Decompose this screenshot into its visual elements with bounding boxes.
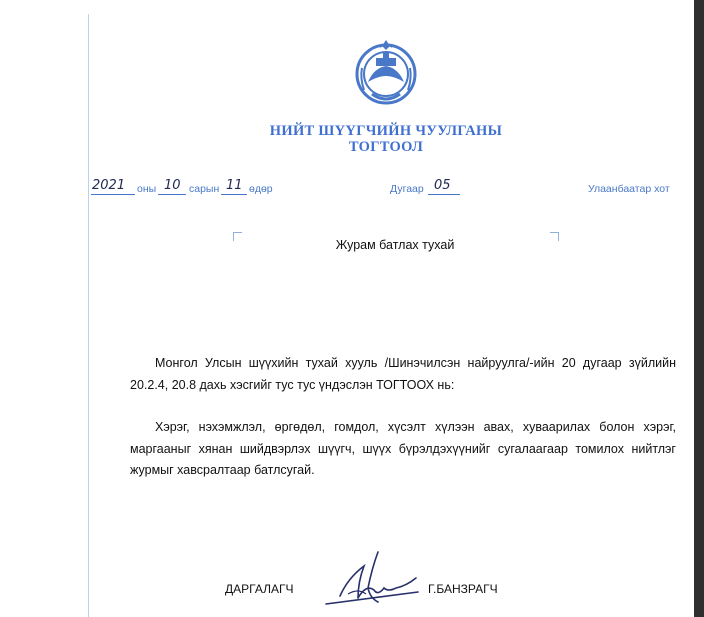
number-label: Дугаар — [390, 183, 424, 195]
date-day-label: өдөр — [249, 183, 273, 195]
date-year: 2021 — [92, 178, 126, 193]
document-subject: Журам батлах тухай — [335, 238, 455, 252]
margin-line — [88, 14, 89, 617]
signatory-title: ДАРГАЛАГЧ — [225, 582, 294, 596]
document-type: ТОГТООЛ — [348, 139, 424, 155]
body-paragraph-1: Монгол Улсын шүүхийн тухай хууль /Шинэчилсэн найруулга/-ийн 20 дугаар зүйлийн 20.2.4, 20.8 дахь хэсгийг тус тус үндэслэн ТОГТООХ нь: — [130, 356, 676, 392]
date-day: 11 — [226, 178, 243, 193]
date-month-label: сарын — [189, 183, 220, 195]
state-emblem-icon — [354, 38, 418, 110]
date-year-label: оны — [137, 183, 157, 195]
issuing-body: НИЙТ ШҮҮГЧИЙН ЧУУЛГАНЫ — [269, 123, 503, 139]
handwritten-signature-icon — [318, 548, 436, 610]
place-label: Улаанбаатар хот — [588, 183, 670, 195]
viewer-border — [694, 0, 704, 617]
body-paragraph-2: Хэрэг, нэхэмжлэл, өргөдөл, гомдол, хүсэлт хүлээн авах, хуваарилах болон хэрэг, маргааныг хянан шийдвэрлэх шүүгч, шүүх бүрэлдэхүүнийг сугалаагаар томилох нийтлэг журмыг хавсралтаар батлсугай. — [130, 420, 676, 477]
document-number: 05 — [434, 178, 451, 193]
signatory-name: Г.БАНЗРАГЧ — [428, 582, 498, 596]
date-month: 10 — [164, 178, 181, 193]
